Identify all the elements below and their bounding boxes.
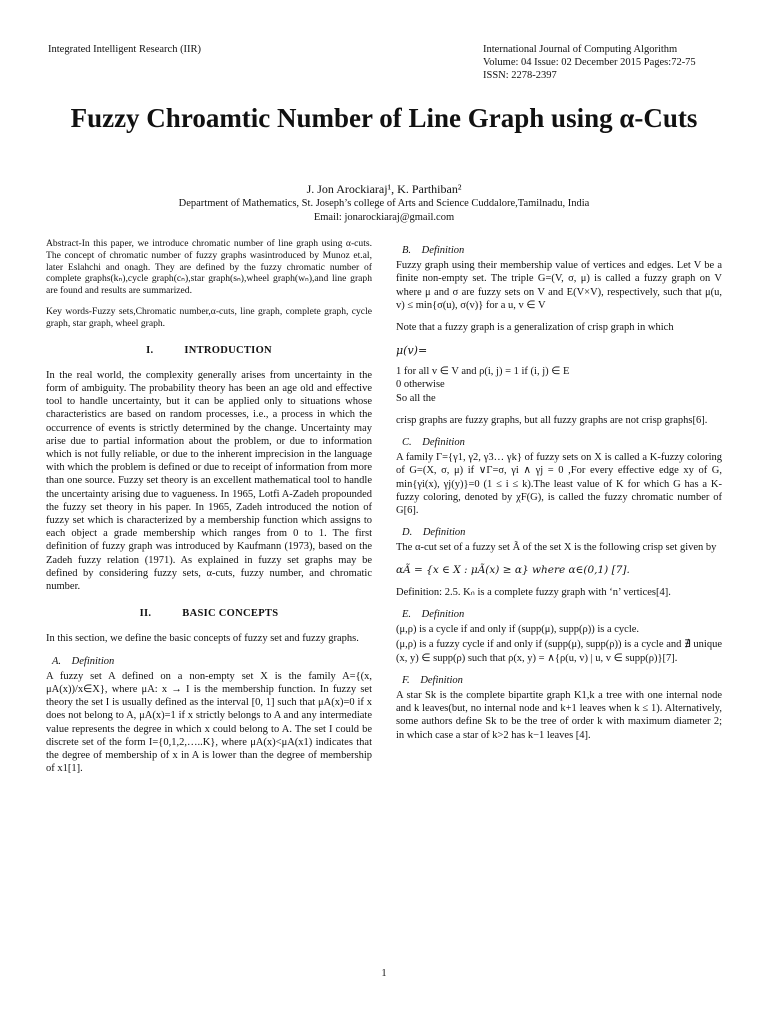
definition-title: Definition (422, 527, 466, 539)
definition-b-text: Fuzzy graph using their membership value of vertices and edges. Let V be a finite non-empty set. The triple G=(V, σ, μ) is called a fuzzy graph on V where μ and σ are fuzzy sets on V and E(V×V), respectively, such that μ(u, v) ≤ min{σ(u), σ(v)} for a u, v ∈ V (396, 260, 722, 311)
journal-header-left: Integrated Intelligent Research (IIR) (48, 44, 202, 55)
definition-f-text: A star Sk is the complete bipartite graph K1,k a tree with one internal node and k leaves(but, no internal node and k+1 leaves when k ≤ 1). Alternatively, some authors define Sk to be the tree of order k with maximum diameter 2; in which case a star of k>2 has k−1 leaves [4]. (396, 690, 722, 741)
introduction-paragraph: In the real world, the complexity generally arises from uncertainty in the form of ambiguity. The probability theory has been an age old and effective tool to handle uncertainty, but it can be applied only to situations whose characteristics are based on random processes, i.e., a process in which the occurrence of events is strictly determined by the change. Uncertainty may arise due to partial information about the problem, or due to information which is not fully reliable, or due to the inherent imprecision in the language with which the problem is defined or due to receipt of information from more than one source. Fuzzy set theory is an excellent mathematical tool to handle the uncertainty arising due to vagueness. In 1965, Lotfi A-Zadeh propounded the fuzzy set theory in his paper. In 1965, Zadeh introduced the notion of fuzzy set which is characterized by a membership function which assigns to each object a grade membership which ranges from 0 to 1. The first definition of fuzzy graph was introduced by Kaufmann (1973), based on the Zadeh fuzzy relation (1971). As explained in fuzzy set graphs may be defined by considering fuzzy sets, α-cuts, fuzzy number, and chromatic number. (46, 369, 372, 593)
definition-letter: D. (402, 527, 413, 539)
alpha-cut-equation: αÃ = {x ∈ X : μÃ(x) ≥ α} where α∈(0,1) [7]. (396, 563, 630, 576)
definition-letter: A. (52, 655, 62, 667)
author-affiliation (0, 197, 768, 225)
definition-title: Definition (421, 609, 465, 621)
equation-lhs: μ(v)= (396, 344, 428, 358)
definition-b-conclusion: crisp graphs are fuzzy graphs, but all fuzzy graphs are not crisp graphs[6]. (396, 414, 708, 426)
piecewise-equation (396, 343, 722, 359)
definition-title: Definition (422, 437, 465, 449)
definition-letter: F. (402, 674, 410, 686)
section-heading-basic-concepts (46, 607, 372, 620)
journal-volume: Volume: 04 Issue: 02 December 2015 Pages:72-75 (483, 57, 696, 68)
definition-c-heading (396, 436, 722, 449)
definition-e-heading (396, 608, 722, 621)
section-title: INTRODUCTION (184, 344, 272, 356)
definition-letter: B. (402, 245, 412, 256)
abstract: Abstract-In this paper, we introduce chromatic number of line graph using α-cuts. The concept of chromatic number of fuzzy graphs wasintroduced by Munoz et.al, later Eslahchi and onagh. They are defined by the fuzzy chromatic number of complete graphs(kₙ),cycle graph(cₙ),star graph(sₙ),wheel graph(wₙ),and line graph are found and results are summarized. (46, 238, 372, 297)
left-column (46, 238, 372, 784)
section-number: II. (139, 608, 152, 620)
definition-2-5: Definition: 2.5. Kₙ is a complete fuzzy graph with ‘n’ vertices[4]. (396, 586, 671, 598)
definition-letter: C. (402, 437, 412, 449)
definition-e-fuzzy-cycle: (μ,ρ) is a fuzzy cycle if and only if (supp(μ), supp(ρ)) is a cycle and ∄ unique (x, y) ∈ supp(ρ) such that ρ(x, y) = ∧{ρ(u, v) | u, v ∈ supp(ρ)}[7]. (396, 639, 722, 664)
equation-tail-text: So all the (396, 392, 436, 404)
paper-title: Fuzzy Chroamtic Number of Line Graph using α-Cuts (70, 103, 698, 133)
definition-title: Definition (420, 674, 463, 686)
definition-d-heading (396, 526, 722, 539)
journal-header-right (483, 43, 723, 82)
definition-b-heading (396, 244, 722, 257)
definition-e-cycle: (μ,ρ) is a cycle if and only if (supp(μ), supp(ρ)) is a cycle. (396, 624, 640, 636)
definition-b-note: Note that a fuzzy graph is a generalization of crisp graph in which (396, 322, 674, 334)
definition-title: Definition (71, 655, 115, 667)
section-title: BASIC CONCEPTS (182, 608, 279, 620)
equation-case-2: 0 otherwise (396, 379, 445, 391)
definition-a-text: A fuzzy set A defined on a non-empty set X is the family A={(x, μA(x))/x∈X}, where μA: x → I is the membership function. In fuzzy set theory the set I is usually defined as the interval [0, 1] such that μA(x)=0 if x does not belong to A, μA(x)=1 if x strictly belongs to A and any intermediate value represents the degree in which x could belong to A. The set I could be discrete set of the form I={0,1,2,…..K}, where μA(x)<μA(x1) indicates that the degree of membership of x in A is lower than the degree of membership of x1[1]. (46, 670, 372, 775)
definition-f-heading (396, 674, 722, 687)
section-number: I. (146, 344, 154, 356)
journal-issn: ISSN: 2278-2397 (483, 70, 557, 81)
right-column (396, 238, 722, 751)
page-number: 1 (381, 968, 387, 979)
definition-letter: E. (402, 609, 412, 621)
definition-title: Definition (421, 245, 465, 256)
author-email: Email: jonarockiaraj@gmail.com (313, 212, 455, 223)
equation-case-1: 1 for all v ∈ V and ρ(i, j) = 1 if (i, j) ∈ E (396, 366, 570, 378)
definition-c-text: A family Γ={γ1, γ2, γ3… γk} of fuzzy sets on X is called a K-fuzzy coloring of G=(X, σ, μ) if ∨Γ=σ, γi ∧ γj = 0 ,For every effective edge xy of G, min{γi(x), γj(y)}=0 (1 ≤ i ≤ k).The least value of K for which G has a K-fuzzy coloring, denoted by χF(G), is called the fuzzy chromatic number of G[6]. (396, 452, 722, 517)
definition-a-heading (46, 655, 372, 668)
basic-concepts-intro: In this section, we define the basic concepts of fuzzy set and fuzzy graphs. (46, 633, 359, 645)
definition-d-text: The α-cut set of a fuzzy set Ã of the set X is the following crisp set given by (396, 542, 717, 554)
section-heading-introduction (46, 344, 372, 357)
journal-name: International Journal of Computing Algorithm (483, 44, 678, 55)
keywords: Key words-Fuzzy sets,Chromatic number,α-cuts, line graph, complete graph, cycle graph, star graph, wheel graph. (46, 305, 372, 329)
affiliation-text: Department of Mathematics, St. Joseph’s college of Arts and Science Cuddalore,Tamilnadu, India (178, 198, 590, 209)
paper-authors: J. Jon Arockiaraj¹, K. Parthiban² (306, 182, 462, 196)
